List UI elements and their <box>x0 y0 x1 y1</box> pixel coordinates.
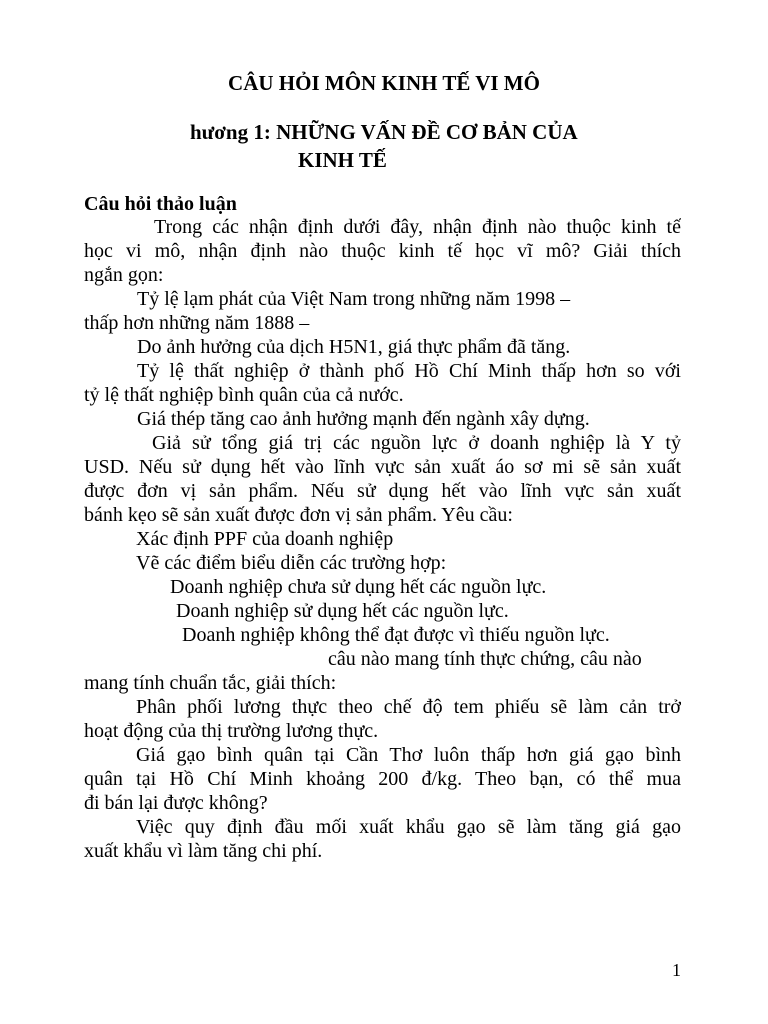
body-line: được đơn vị sản phẩm. Nếu sử dụng hết vào lĩnh vực sản xuất <box>84 480 681 502</box>
body-line: Vẽ các điểm biểu diễn các trường hợp: <box>136 552 447 574</box>
chapter-heading-line-1: hương 1: NHỮNG VẤN ĐỀ CƠ BẢN CỦA <box>190 120 578 144</box>
body-line: mang tính chuẩn tắc, giải thích: <box>84 672 337 694</box>
body-line: Doanh nghiệp chưa sử dụng hết các nguồn lực. <box>170 576 547 598</box>
body-line: Giá gạo bình quân tại Cần Thơ luôn thấp hơn giá gạo bình <box>136 744 681 766</box>
body-line: bánh kẹo sẽ sản xuất được đơn vị sản phẩm. Yêu cầu: <box>84 504 513 526</box>
body-line: Xác định PPF của doanh nghiệp <box>136 528 394 550</box>
body-line: xuất khẩu vì làm tăng chi phí. <box>84 840 323 862</box>
body-line: thấp hơn những năm 1888 – <box>84 312 310 334</box>
body-line: Tỷ lệ thất nghiệp ở thành phố Hồ Chí Minh thấp hơn so với <box>137 360 681 382</box>
body-line: tỷ lệ thất nghiệp bình quân của cả nước. <box>84 384 404 406</box>
body-line: ngắn gọn: <box>84 264 164 286</box>
body-line: đi bán lại được không? <box>84 792 268 814</box>
body-line: Giả sử tổng giá trị các nguồn lực ở doanh nghiệp là Y tỷ <box>152 432 681 454</box>
body-line: hoạt động của thị trường lương thực. <box>84 720 379 742</box>
section-heading: Câu hỏi thảo luận <box>84 193 237 215</box>
body-line: Doanh nghiệp sử dụng hết các nguồn lực. <box>176 600 509 622</box>
body-line: câu nào mang tính thực chứng, câu nào <box>328 648 642 670</box>
chapter-heading-line-2: KINH TẾ <box>298 148 387 172</box>
page-number: 1 <box>672 960 681 980</box>
body-line: Giá thép tăng cao ảnh hưởng mạnh đến ngành xây dựng. <box>137 408 590 430</box>
body-line: Tỷ lệ lạm phát của Việt Nam trong những năm 1998 – <box>137 288 571 310</box>
body-line: Phân phối lương thực theo chế độ tem phiếu sẽ làm cản trở <box>136 696 681 718</box>
body-line: Trong các nhận định dưới đây, nhận định nào thuộc kinh tế <box>154 216 681 238</box>
body-line: Việc quy định đầu mối xuất khẩu gạo sẽ làm tăng giá gạo <box>136 816 681 838</box>
body-line: Do ảnh hưởng của dịch H5N1, giá thực phẩm đã tăng. <box>137 336 571 358</box>
chapter-heading <box>190 118 578 174</box>
document-title: CÂU HỎI MÔN KINH TẾ VI MÔ <box>228 71 540 95</box>
body-line: USD. Nếu sử dụng hết vào lĩnh vực sản xuất áo sơ mi sẽ sản xuất <box>84 456 681 478</box>
question-body <box>84 215 681 863</box>
body-line: quân tại Hồ Chí Minh khoảng 200 đ/kg. Theo bạn, có thể mua <box>84 768 681 790</box>
body-line: học vi mô, nhận định nào thuộc kinh tế học vĩ mô? Giải thích <box>84 240 681 262</box>
body-line: Doanh nghiệp không thể đạt được vì thiếu nguồn lực. <box>182 624 610 646</box>
